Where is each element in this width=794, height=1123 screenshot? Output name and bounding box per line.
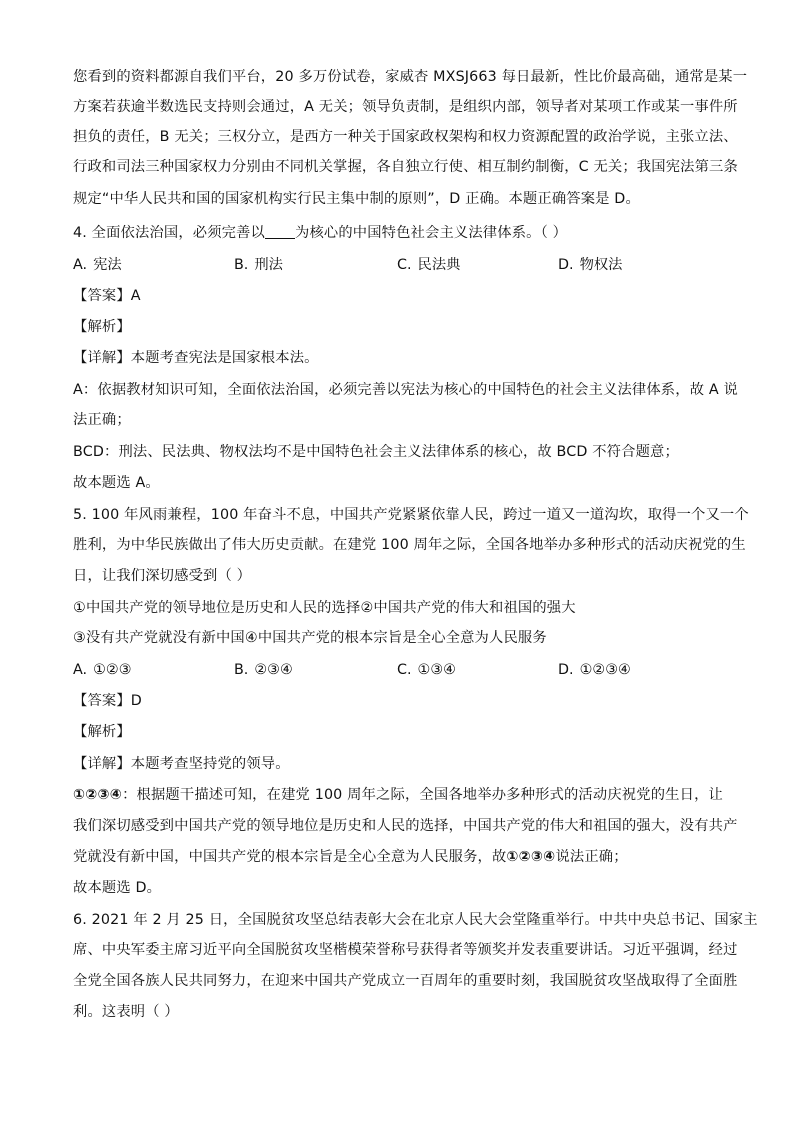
- answer-line: [73, 286, 723, 306]
- text-line: 您看到的资料都源自我们平台，20 多万份试卷，家威杏 MXSJ663 每日最新，性比价最高础，通常是某一: [73, 69, 748, 85]
- explanation-line: 我们深切感受到中国共产党的领导地位是历史和人民的选择，中国共产党的伟大和祖国的强大，没有共产: [73, 818, 738, 834]
- answer-label: 【答案】: [73, 288, 131, 304]
- question-6-stem: 6. 2021 年 2 月 25 日，全国脱贫攻坚总结表彰大会在北京人民大会堂隆重举行。中共中央总书记、国家主: [73, 912, 758, 928]
- statement-numbers: ①②③④: [506, 849, 556, 865]
- conclusion-line: 故本题选 D。: [73, 880, 162, 896]
- question-6-stem: 席、中央军委主席习近平向全国脱贫攻坚楷模荣誉称号获得者等颁奖并发表重要讲话。习近平强调，经过: [73, 942, 738, 958]
- question-6-stem: 全党全国各族人民共同努力，在迎来中国共产党成立一百周年的重要时刻，我国脱贫攻坚战取得了全面胜: [73, 973, 738, 989]
- explanation-line: ①②③④：根据题干描述可知，在建党 100 周年之际，全国各地举办多种形式的活动庆祝党的生日，让: [73, 787, 723, 803]
- conclusion-line: 故本题选 A。: [73, 475, 160, 491]
- question-4-options: [73, 255, 723, 275]
- detail-line: 【详解】本题考查坚持党的领导。: [73, 756, 290, 772]
- question-stem-part: 4. 全面依法治国，必须完善以: [73, 225, 265, 241]
- explanation-line: BCD：刑法、民法典、物权法均不是中国特色社会主义法律体系的核心，故 BCD 不符合题意；: [73, 444, 679, 460]
- statement-line: ①中国共产党的领导地位是历史和人民的选择②中国共产党的伟大和祖国的强大: [73, 600, 576, 616]
- statement-numbers: ①②③④: [73, 787, 123, 803]
- answer-line: [73, 691, 723, 711]
- detail-line: 【详解】本题考查宪法是国家根本法。: [73, 350, 319, 366]
- statement-line: ③没有共产党就没有新中国④中国共产党的根本宗旨是全心全意为人民服务: [73, 630, 547, 646]
- text-line: 行政和司法三种国家权力分别由不同机关掌握，各自独立行使、相互制约制衡，C 无关；我国宪法第三条: [73, 159, 738, 175]
- text-line: 担负的责任，B 无关；三权分立，是西方一种关于国家政权架构和权力资源配置的政治学说，主张立法、: [73, 129, 738, 145]
- answer-value: D: [130, 693, 142, 709]
- text-line: 规定“中华人民共和国的国家机构实行民主集中制的原则”，D 正确。本题正确答案是 D。: [73, 191, 640, 207]
- question-5-options: [73, 660, 723, 680]
- question-4-stem: [73, 223, 723, 243]
- explanation-line: 党就没有新中国，中国共产党的根本宗旨是全心全意为人民服务，故①②③④说法正确；: [73, 849, 628, 865]
- analysis-label: 【解析】: [73, 724, 131, 740]
- text-line: 方案若获逾半数选民支持则会通过，A 无关；领导负责制，是组织内部，领导者对某项工作或某一事件所: [73, 99, 738, 115]
- question-5-stem: 胜利，为中华民族做出了伟大历史贡献。在建党 100 周年之际，全国各地举办多种形式的活动庆祝党的生: [73, 537, 746, 553]
- question-stem-part: 为核心的中国特色社会主义法律体系。（ ）: [295, 225, 568, 241]
- option-a: A. ①②③: [73, 662, 132, 678]
- explanation-line: A：依据教材知识可知，全面依法治国，必须完善以宪法为核心的中国特色的社会主义法律体系，故 A 说: [73, 382, 738, 398]
- answer-blank: [265, 224, 295, 239]
- answer-label: 【答案】: [73, 693, 131, 709]
- option-b: B. 刑法: [234, 257, 283, 273]
- answer-value: A: [130, 288, 141, 304]
- question-5-stem: 5. 100 年风雨兼程，100 年奋斗不息，中国共产党紧紧依靠人民，跨过一道又一道沟坎，取得一个又一个: [73, 507, 749, 523]
- analysis-label: 【解析】: [73, 319, 131, 335]
- question-6-stem: 利。这表明（ ）: [73, 1004, 179, 1020]
- explanation-line: 法正确；: [73, 412, 131, 428]
- question-5-stem: 日，让我们深切感受到（ ）: [73, 568, 252, 584]
- option-a: A. 宪法: [73, 257, 122, 273]
- option-b: B. ②③④: [234, 662, 293, 678]
- option-c: C. ①③④: [397, 662, 456, 678]
- option-d: D. ①②③④: [558, 662, 631, 678]
- option-d: D. 物权法: [558, 257, 623, 273]
- option-c: C. 民法典: [397, 257, 461, 273]
